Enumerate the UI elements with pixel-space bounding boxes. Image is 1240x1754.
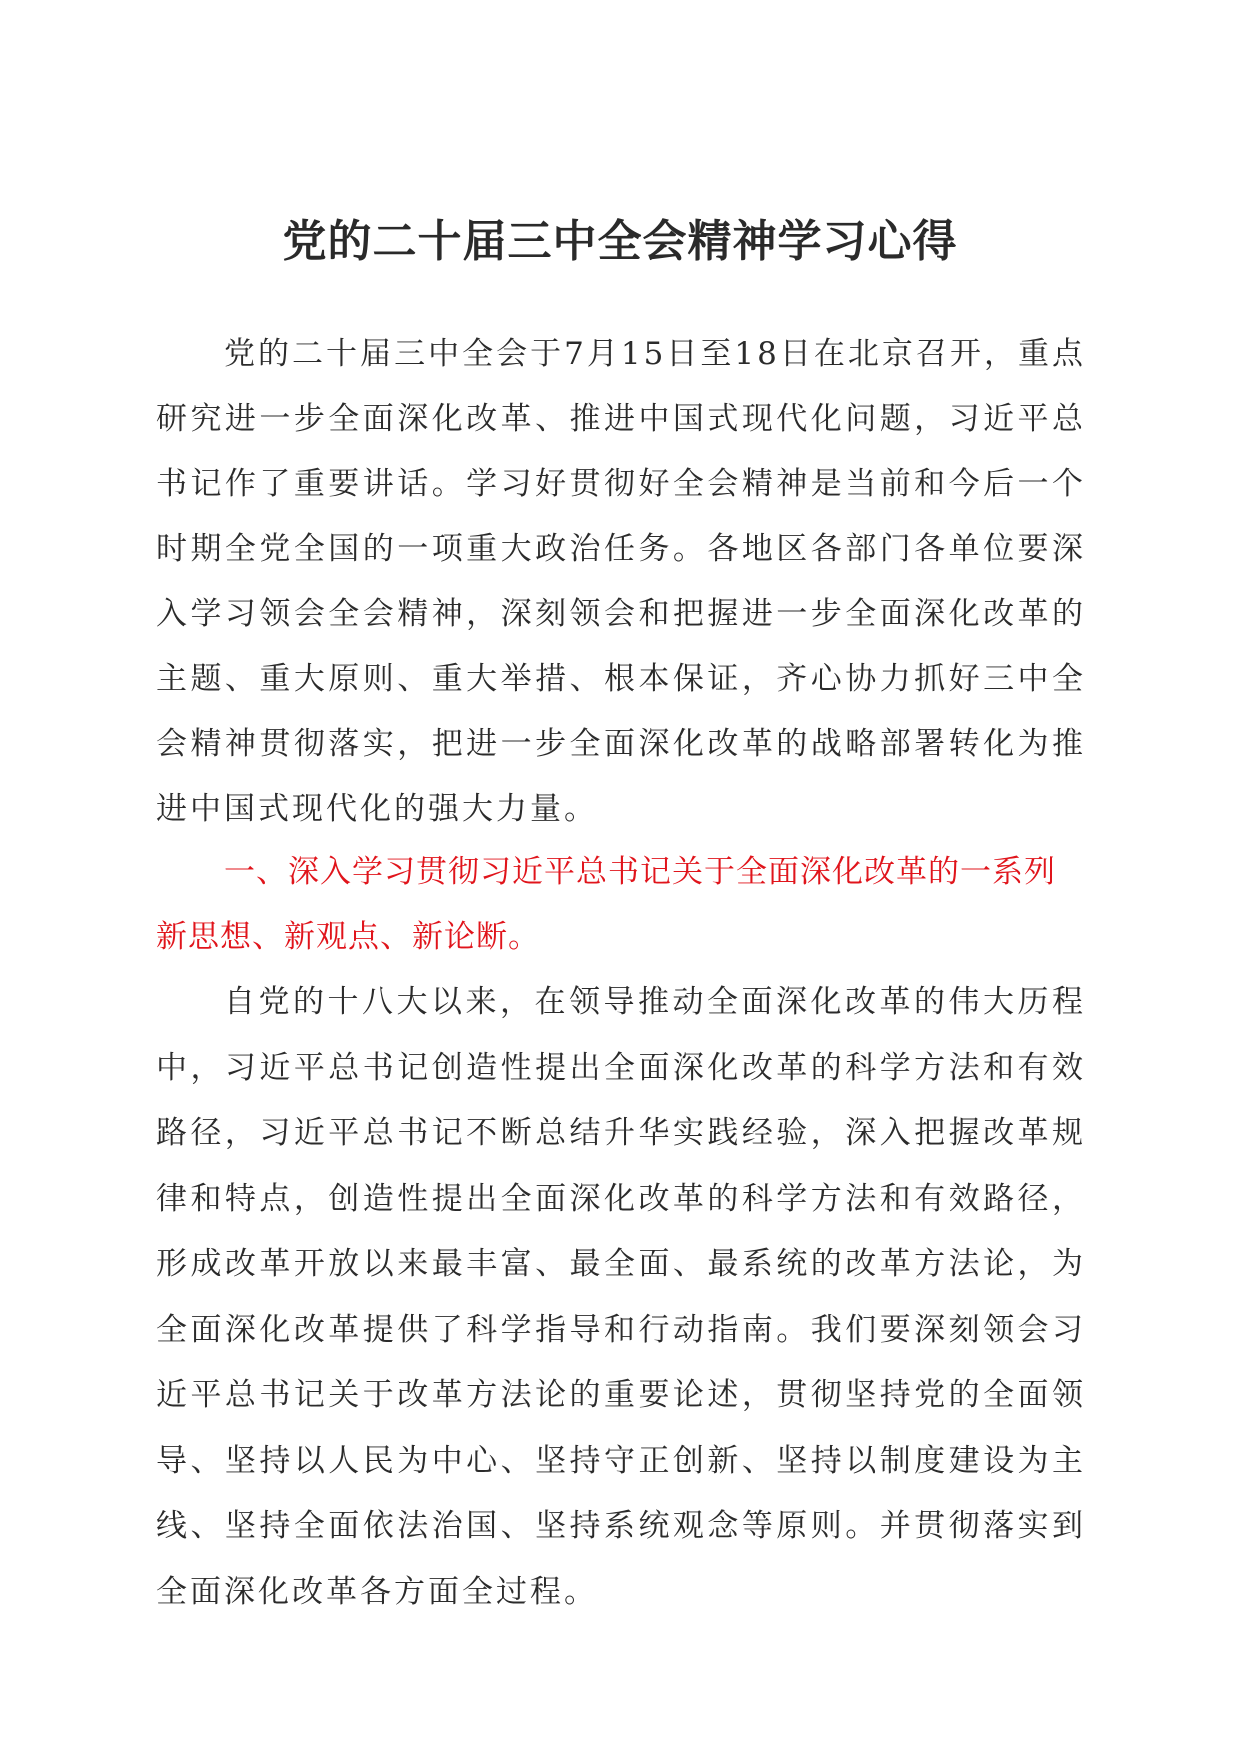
section-heading: 一、深入学习贯彻习近平总书记关于全面深化改革的一系列新思想、新观点、新论断。 xyxy=(156,854,1056,955)
intro-paragraph: 党的二十届三中全会于7月15日至18日在北京召开，重点研究进一步全面深化改革、推进中国式现代化问题，习近平总书记作了重要讲话。学习好贯彻好全会精神是当前和今后一个时期全党全国的一项重大政治任务。各地区各部门各单位要深入学习领会全会精神，深刻领会和把握进一步全面深化改革的主题、重大原则、重大举措、根本保证，齐心协力抓好三中全会精神贯彻落实，把进一步全面深化改革的战略部署转化为推进中国式现代化的强大力量。 xyxy=(156,336,1086,827)
page-title: 党的二十届三中全会精神学习心得 xyxy=(282,216,958,267)
section-paragraph: 自党的十八大以来，在领导推动全面深化改革的伟大历程中，习近平总书记创造性提出全面深化改革的科学方法和有效路径，习近平总书记不断总结升华实践经验，深入把握改革规律和特点，创造性提出全面深化改革的科学方法和有效路径，形成改革开放以来最丰富、最全面、最系统的改革方法论，为全面深化改革提供了科学指导和行动指南。我们要深刻领会习近平总书记关于改革方法论的重要论述，贯彻坚持党的全面领导、坚持以人民为中心、坚持守正创新、坚持以制度建设为主线、坚持全面依法治国、坚持系统观念等原则。并贯彻落实到全面深化改革各方面全过程。 xyxy=(156,984,1086,1610)
